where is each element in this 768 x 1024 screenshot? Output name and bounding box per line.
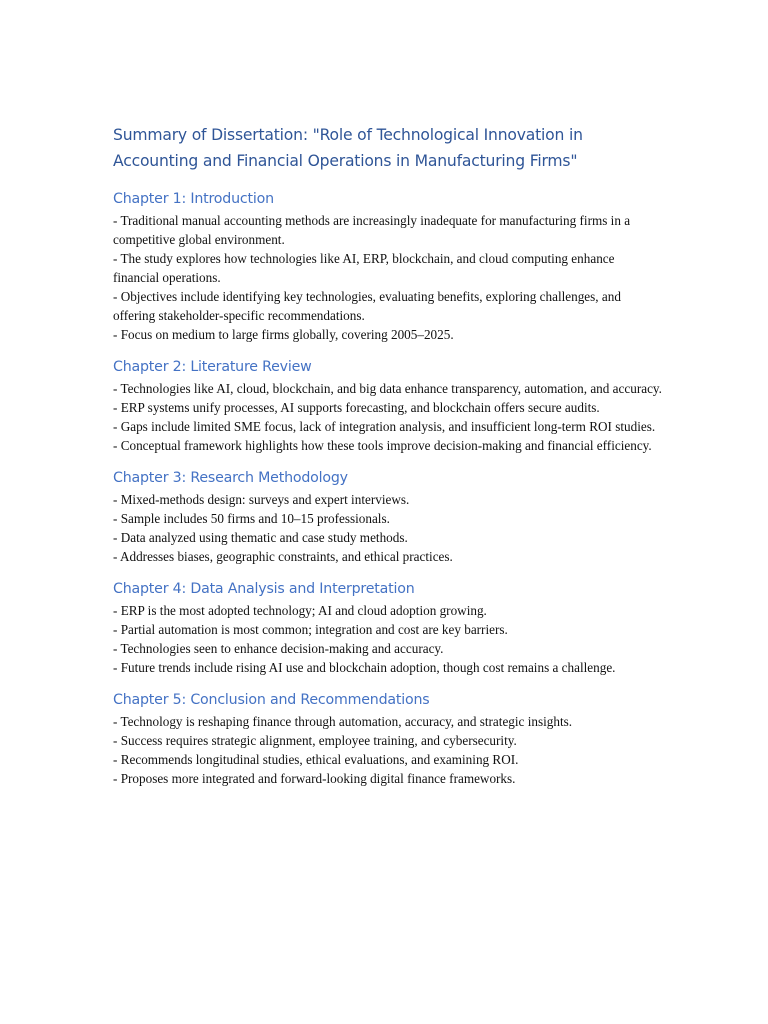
chapter-2-point-3: - Gaps include limited SME focus, lack of integration analysis, and insufficient long-term ROI studies.: [113, 419, 656, 434]
chapter-1-section: [113, 188, 662, 344]
chapter-1-heading: Chapter 1: Introduction: [113, 191, 274, 207]
chapter-3-points: [113, 490, 662, 566]
chapter-1-point-1: - Traditional manual accounting methods are increasingly inadequate for manufacturing firms in a competitive global environment.: [113, 213, 631, 247]
chapter-3-point-2: - Sample includes 50 firms and 10–15 professionals.: [113, 511, 390, 526]
chapter-1-point-3: - Objectives include identifying key technologies, evaluating benefits, exploring challenges, and offering stakeholder-specific recommendations.: [113, 289, 621, 323]
chapter-5-points: [113, 712, 662, 788]
chapter-5-point-2: - Success requires strategic alignment, employee training, and cybersecurity.: [113, 733, 517, 748]
chapter-5-point-1: - Technology is reshaping finance through automation, accuracy, and strategic insights.: [113, 714, 573, 729]
chapter-2-point-1: - Technologies like AI, cloud, blockchain, and big data enhance transparency, automation, and accuracy.: [113, 381, 662, 396]
chapter-4-heading: Chapter 4: Data Analysis and Interpretation: [113, 581, 415, 597]
chapter-3-point-3: - Data analyzed using thematic and case study methods.: [113, 530, 408, 545]
chapter-2-heading: Chapter 2: Literature Review: [113, 359, 312, 375]
chapter-5-heading: Chapter 5: Conclusion and Recommendations: [113, 692, 430, 708]
chapter-3-point-4: - Addresses biases, geographic constraints, and ethical practices.: [113, 549, 453, 564]
chapter-4-points: [113, 601, 662, 677]
chapter-2-points: [113, 379, 662, 455]
chapter-4-point-2: - Partial automation is most common; integration and cost are key barriers.: [113, 622, 508, 637]
chapter-3-section: [113, 467, 662, 566]
chapter-2-section: [113, 356, 662, 455]
chapter-4-section: [113, 578, 662, 677]
chapter-2-point-2: - ERP systems unify processes, AI supports forecasting, and blockchain offers secure audits.: [113, 400, 600, 415]
chapter-2-point-4: - Conceptual framework highlights how these tools improve decision-making and financial efficiency.: [113, 438, 652, 453]
chapter-1-points: [113, 211, 662, 344]
chapter-5-section: [113, 689, 662, 788]
chapter-5-point-3: - Recommends longitudinal studies, ethical evaluations, and examining ROI.: [113, 752, 519, 767]
document-title: Summary of Dissertation: "Role of Technological Innovation in Accounting and Financial Operations in Manufacturing Firms": [113, 126, 583, 170]
chapter-1-point-2: - The study explores how technologies like AI, ERP, blockchain, and cloud computing enhance financial operations.: [113, 251, 615, 285]
chapter-4-point-3: - Technologies seen to enhance decision-making and accuracy.: [113, 641, 444, 656]
chapter-1-point-4: - Focus on medium to large firms globally, covering 2005–2025.: [113, 327, 454, 342]
chapter-4-point-4: - Future trends include rising AI use and blockchain adoption, though cost remains a challenge.: [113, 660, 616, 675]
chapter-3-point-1: - Mixed-methods design: surveys and expert interviews.: [113, 492, 410, 507]
chapter-3-heading: Chapter 3: Research Methodology: [113, 470, 348, 486]
chapter-5-point-4: - Proposes more integrated and forward-looking digital finance frameworks.: [113, 771, 516, 786]
chapter-4-point-1: - ERP is the most adopted technology; AI and cloud adoption growing.: [113, 603, 487, 618]
